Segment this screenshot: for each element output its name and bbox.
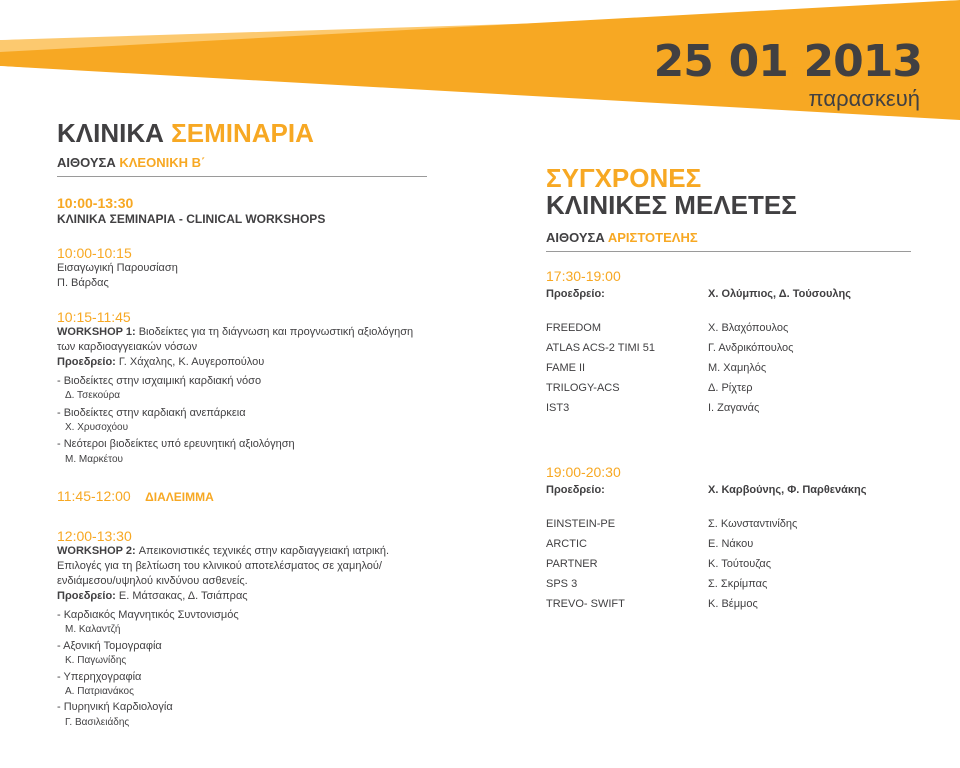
talk-title: - Πυρηνική Καρδιολογία (57, 701, 173, 714)
study-row: ATLAS ACS-2 TIMI 51 Γ. Ανδρικόπουλος (546, 341, 794, 354)
block-time: 10:00-13:30 (57, 195, 134, 212)
talk-title: - Βιοδείκτες στην ισχαιμική καρδιακή νόσο (57, 374, 262, 387)
talk-title: - Υπερηχογραφία (57, 670, 142, 683)
talk-list (57, 374, 427, 467)
talk-speaker: Μ. Μαρκέτου (65, 453, 123, 465)
study-row: FREEDOM Χ. Βλαχόπουλος (546, 321, 789, 334)
talk-speaker: Δ. Τσεκούρα (65, 390, 121, 402)
left-hall: ΑΙΘΟΥΣΑ ΚΛΕΟΝΙΚΗ Β΄ (57, 155, 206, 171)
left-column (57, 120, 427, 729)
session-time: 19:00-20:30 (546, 463, 621, 480)
break-row (57, 488, 427, 506)
workshop-chair: Προεδρείο: Γ. Χάχαλης, Κ. Αυγεροπούλου (57, 355, 265, 368)
session-intro (57, 245, 427, 291)
study-list (546, 318, 911, 418)
study-row: FAME II Μ. Χαμηλός (546, 361, 767, 374)
right-title-line1: ΣΥΓΧΡΟΝΕΣ (546, 163, 702, 193)
talk-title: - Βιοδείκτες στην καρδιακή ανεπάρκεια (57, 406, 246, 419)
session-workshop-1 (57, 309, 427, 466)
studies-session-1 (546, 268, 911, 418)
right-hall: ΑΙΘΟΥΣΑ ΑΡΙΣΤΟΤΕΛΗΣ (546, 229, 698, 245)
study-list (546, 514, 911, 614)
study-row: EINSTEIN-PE Σ. Κωνσταντινίδης (546, 517, 798, 530)
block-intro (57, 195, 427, 227)
session-title: Εισαγωγική Παρουσίαση (57, 262, 178, 275)
workshop-chair: Προεδρείο: Ε. Μάτσακας, Δ. Τσιάπρας (57, 589, 248, 602)
workshop-title-cont: των καρδιοαγγειακών νόσων (57, 341, 198, 354)
session-time: 10:15-11:45 (57, 309, 131, 326)
study-row: TRILOGY-ACS Δ. Ρίχτερ (546, 381, 753, 394)
right-title-line2: ΚΛΙΝΙΚΕΣ ΜΕΛΕΤΕΣ (546, 190, 797, 221)
workshop-title: WORKSHOP 2: Απεικονιστικές τεχνικές στην καρδιαγγειακή ιατρική. (57, 545, 390, 558)
workshop-title-cont: Επιλογές για τη βελτίωση του κλινικού αποτελέσματος σε χαμηλού/ (57, 560, 382, 573)
talk-list (57, 608, 427, 730)
study-row: IST3 Ι. Ζαγανάς (546, 401, 760, 414)
workshop-title-cont: ενδιάμεσου/υψηλού κινδύνου ασθενείς. (57, 575, 248, 588)
talk-title: - Καρδιακός Μαγνητικός Συντονισμός (57, 608, 239, 621)
workshop-title: WORKSHOP 1: Βιοδείκτες για τη διάγνωση και προγνωστική αξιολόγηση (57, 326, 414, 339)
left-divider (57, 176, 427, 177)
talk-speaker: Μ. Καλαντζή (65, 624, 121, 636)
session-chair: Προεδρείο: Χ. Ολύμπιος, Δ. Τούσουλης (546, 287, 851, 300)
talk-speaker: Χ. Χρυσοχόου (65, 421, 129, 433)
event-weekday: παρασκευή (808, 86, 920, 111)
session-chair: Προεδρείο: Χ. Καρβούνης, Φ. Παρθενάκης (546, 483, 867, 496)
study-row: TREVO- SWIFT Κ. Βέμμος (546, 597, 758, 610)
right-column (546, 165, 911, 614)
talk-title: - Αξονική Τομογραφία (57, 639, 162, 652)
talk-speaker: Κ. Παγωνίδης (65, 655, 127, 667)
session-time: 12:00-13:30 (57, 528, 132, 545)
session-time: 17:30-19:00 (546, 267, 621, 284)
break-label: ΔΙΑΛΕΙΜΜΑ (145, 490, 214, 505)
left-title: ΚΛΙΝΙΚΑ ΣΕΜΙΝΑΡΙΑ (57, 118, 314, 148)
study-row: ARCTIC Ε. Νάκου (546, 537, 754, 550)
study-row: PARTNER Κ. Τούτουζας (546, 557, 771, 570)
studies-session-2 (546, 464, 911, 614)
study-row: SPS 3 Σ. Σκρίμπας (546, 577, 768, 590)
break-time: 11:45-12:00 (57, 488, 131, 505)
right-divider (546, 251, 911, 252)
talk-speaker: Α. Πατριανάκος (65, 685, 134, 697)
session-time: 10:00-10:15 (57, 245, 132, 262)
talk-title: - Νεότεροι βιοδείκτες υπό ερευνητική αξιολόγηση (57, 438, 295, 451)
session-speaker: Π. Βάρδας (57, 277, 109, 290)
talk-speaker: Γ. Βασιλειάδης (65, 716, 130, 728)
event-date: 25.01.2013 (653, 36, 922, 87)
session-workshop-2 (57, 528, 427, 729)
block-title: ΚΛΙΝΙΚΑ ΣΕΜΙΝΑΡΙΑ - CLINICAL WORKSHOPS (57, 212, 326, 227)
